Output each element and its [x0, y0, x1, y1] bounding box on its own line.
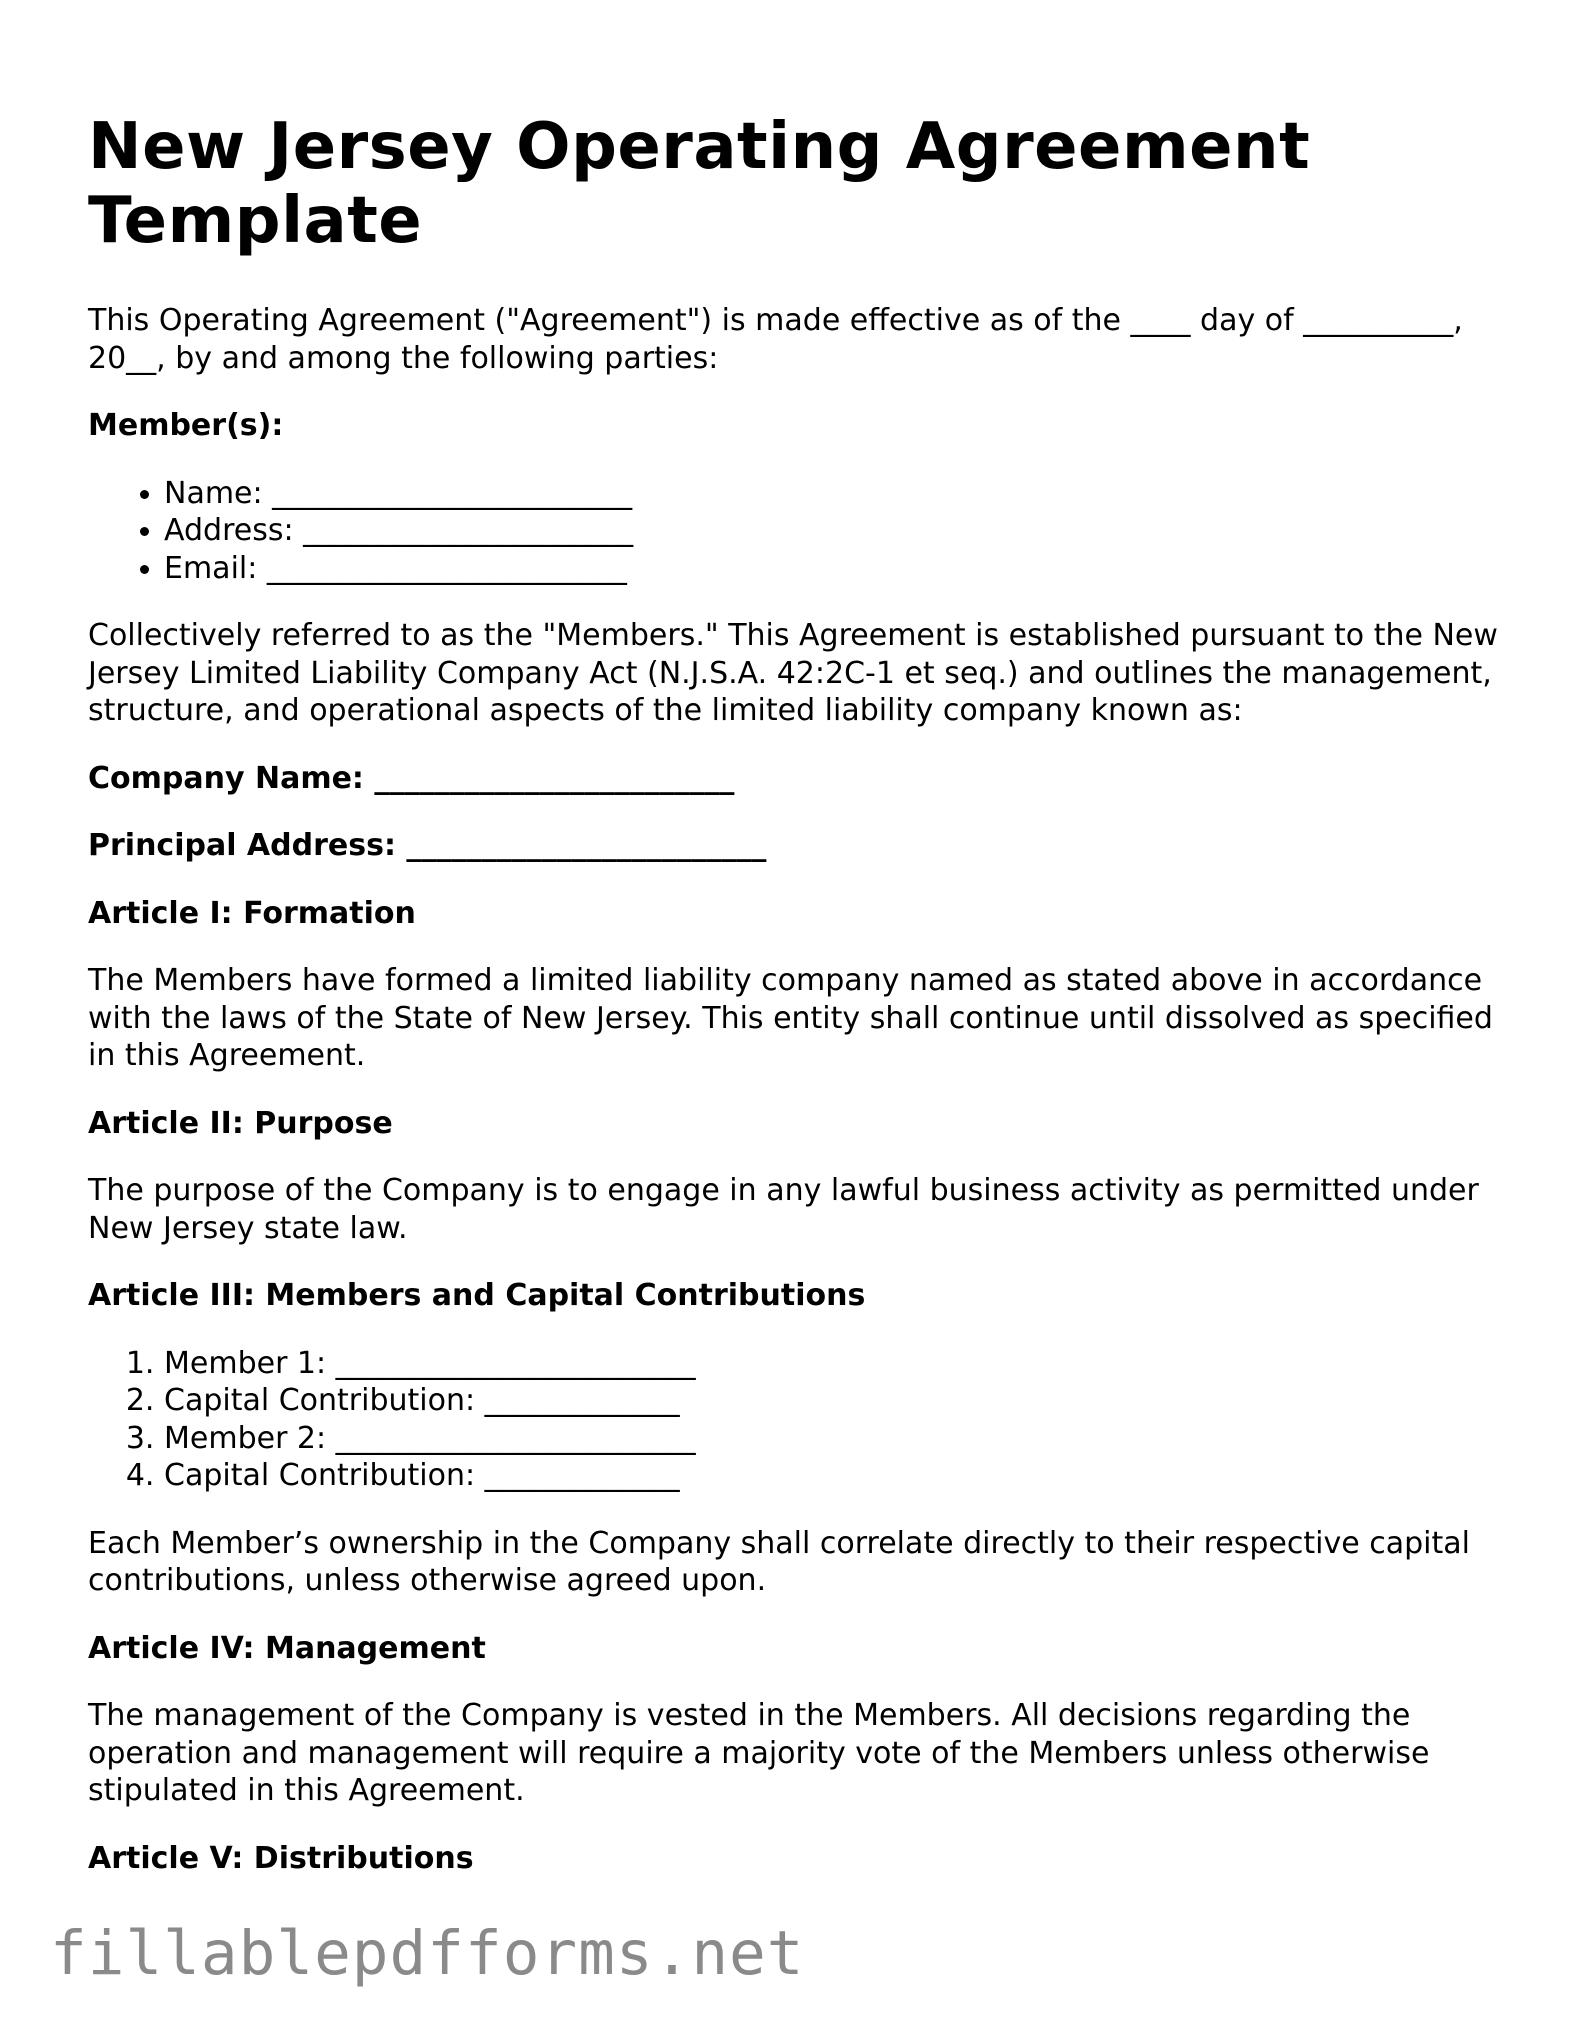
article-4-text: The management of the Company is vested in the Members. All decisions regarding the operation and management will require a majority vote of the Members unless otherwise stipulated in this Agreement.	[88, 1698, 1430, 1808]
document-page	[88, 110, 1508, 1907]
watermark: fillablepdfforms.net	[50, 1918, 805, 1989]
company-name-field: Company Name: ________________________	[88, 760, 735, 796]
article-3-list	[88, 1345, 1508, 1495]
member-email-field: • Email: ________________________	[164, 550, 1508, 588]
capital-contribution-1-field: 2. Capital Contribution: _____________	[164, 1382, 1508, 1420]
article-3-heading: Article III: Members and Capital Contributions	[88, 1278, 866, 1313]
article-2-text: The purpose of the Company is to engage in any lawful business activity as permitted under New Jersey state law.	[88, 1173, 1479, 1246]
member-address-field: • Address: ______________________	[164, 512, 1508, 550]
member-1-field: 1. Member 1: ________________________	[164, 1345, 1508, 1383]
member-name-field: • Name: ________________________	[164, 475, 1508, 513]
article-4-heading: Article IV: Management	[88, 1630, 486, 1666]
principal-address-field: Principal Address: ________________________	[88, 828, 767, 863]
members-heading: Member(s):	[88, 408, 284, 443]
article-2-heading: Article II: Purpose	[88, 1105, 393, 1141]
article-1-text: The Members have formed a limited liability company named as stated above in accordance with the laws of the State of New Jersey. This entity shall continue until dissolved as specified in this Agreement.	[88, 963, 1493, 1073]
page-title: New Jersey Operating Agreement Template	[88, 110, 1311, 258]
member-2-field: 3. Member 2: ________________________	[164, 1420, 1508, 1458]
capital-contribution-2-field: 4. Capital Contribution: _____________	[164, 1457, 1508, 1495]
member-fields-list	[88, 475, 1508, 588]
article-1-heading: Article I: Formation	[88, 895, 416, 931]
article-5-heading: Article V: Distributions	[88, 1840, 474, 1876]
collective-paragraph: Collectively referred to as the "Members." This Agreement is established pursuant to the New Jersey Limited Liability Company Act (N.J.S.A. 42:2C-1 et seq.) and outlines the management, structure, and operational aspects of the limited liability company known as:	[88, 618, 1498, 728]
intro-paragraph: This Operating Agreement ("Agreement") is made effective as of the ____ day of __________, 20__, by and among the following parties:	[88, 303, 1463, 376]
article-3-text: Each Member’s ownership in the Company shall correlate directly to their respective capital contributions, unless otherwise agreed upon.	[88, 1525, 1470, 1598]
